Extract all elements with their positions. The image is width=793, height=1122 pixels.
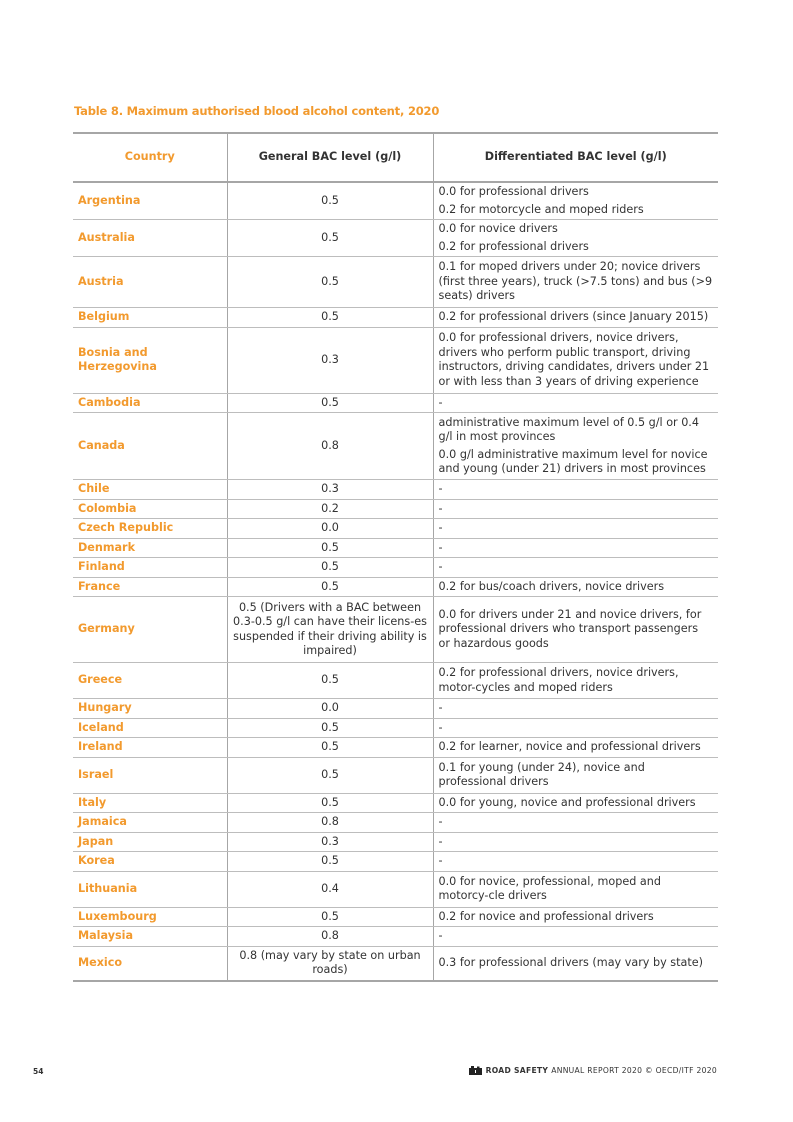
differentiated-bac-cell — [433, 757, 718, 793]
country-cell: Colombia — [73, 499, 227, 519]
differentiated-bac-line: 0.0 for professional drivers, novice drivers, drivers who perform public transport, driving instructors, driving candidates, drivers under 21 or with less than 3 years of driving experience — [438, 331, 710, 388]
differentiated-bac-cell — [433, 519, 718, 539]
table-row — [73, 663, 718, 699]
differentiated-bac-cell — [433, 558, 718, 578]
differentiated-bac-cell — [433, 257, 718, 308]
differentiated-bac-cell — [433, 597, 718, 663]
table-row — [73, 871, 718, 907]
differentiated-bac-cell — [433, 393, 718, 413]
table-row — [73, 519, 718, 539]
country-cell: Germany — [73, 597, 227, 663]
differentiated-bac-line: administrative maximum level of 0.5 g/l or 0.4 g/l in most provinces — [438, 415, 699, 443]
differentiated-bac-line: 0.2 for bus/coach drivers, novice drivers — [438, 579, 665, 593]
table-row — [73, 257, 718, 308]
table-row — [73, 480, 718, 500]
differentiated-bac-line: - — [438, 701, 443, 714]
differentiated-bac-line: 0.0 for novice drivers — [438, 222, 558, 235]
country-cell: Mexico — [73, 946, 227, 981]
table-row — [73, 907, 718, 927]
table-body — [73, 182, 718, 981]
country-cell: Italy — [73, 793, 227, 813]
table-row — [73, 538, 718, 558]
differentiated-bac-line: - — [438, 482, 443, 495]
differentiated-bac-line: - — [438, 521, 443, 534]
differentiated-bac-cell — [433, 413, 718, 480]
differentiated-bac-line: 0.0 for drivers under 21 and novice drivers, for professional drivers who transport passengers or hazardous goods — [438, 607, 702, 650]
table-row — [73, 597, 718, 663]
general-bac-cell: 0.8 — [227, 927, 433, 947]
page-number: 54 — [33, 1067, 44, 1076]
general-bac-cell: 0.5 — [227, 793, 433, 813]
country-cell: Luxembourg — [73, 907, 227, 927]
table-row — [73, 927, 718, 947]
differentiated-bac-line: - — [438, 540, 443, 554]
general-bac-cell: 0.5 — [227, 257, 433, 308]
differentiated-bac-line: 0.3 for professional drivers (may vary by state) — [438, 956, 703, 969]
differentiated-bac-cell — [433, 182, 718, 220]
country-cell: Australia — [73, 220, 227, 257]
differentiated-bac-cell — [433, 663, 718, 699]
table-row — [73, 718, 718, 738]
country-cell: Austria — [73, 257, 227, 308]
footer-title-bold: ROAD SAFETY — [485, 1066, 549, 1075]
country-cell: Cambodia — [73, 393, 227, 413]
table-row — [73, 738, 718, 758]
differentiated-bac-cell — [433, 220, 718, 257]
country-cell: France — [73, 577, 227, 597]
country-cell: Argentina — [73, 182, 227, 220]
differentiated-bac-cell — [433, 699, 718, 719]
header-general-bac: General BAC level (g/l) — [227, 133, 433, 182]
country-cell: Japan — [73, 832, 227, 852]
differentiated-bac-line: 0.2 for motorcycle and moped riders — [438, 202, 644, 216]
country-cell: Iceland — [73, 718, 227, 738]
differentiated-bac-line: 0.2 for professional drivers — [438, 239, 589, 253]
differentiated-bac-cell — [433, 480, 718, 500]
differentiated-bac-line: - — [438, 501, 443, 515]
general-bac-cell: 0.5 — [227, 558, 433, 578]
table-row — [73, 182, 718, 220]
general-bac-cell: 0.4 — [227, 871, 433, 907]
general-bac-cell: 0.3 — [227, 327, 433, 393]
differentiated-bac-line: - — [438, 834, 443, 848]
general-bac-cell: 0.5 (Drivers with a BAC between 0.3-0.5 g/l can have their licens-es suspended if their driving ability is impaired) — [227, 597, 433, 663]
general-bac-cell: 0.5 — [227, 538, 433, 558]
general-bac-cell: 0.5 — [227, 907, 433, 927]
differentiated-bac-line: 0.2 for professional drivers, novice drivers, motor-cycles and moped riders — [438, 666, 679, 694]
general-bac-cell: 0.3 — [227, 832, 433, 852]
country-cell: Greece — [73, 663, 227, 699]
country-cell: Chile — [73, 480, 227, 500]
bac-table — [73, 132, 718, 982]
differentiated-bac-line: - — [438, 395, 443, 409]
general-bac-cell: 0.5 — [227, 663, 433, 699]
differentiated-bac-line: 0.0 for young, novice and professional drivers — [438, 795, 696, 809]
general-bac-cell: 0.5 — [227, 577, 433, 597]
differentiated-bac-line: 0.0 for professional drivers — [438, 185, 589, 198]
footer-title-rest: ANNUAL REPORT 2020 © OECD/ITF 2020 — [551, 1066, 717, 1075]
differentiated-bac-line: - — [438, 854, 443, 867]
table-row — [73, 220, 718, 257]
country-cell: Ireland — [73, 738, 227, 758]
general-bac-cell: 0.5 — [227, 852, 433, 872]
differentiated-bac-cell — [433, 499, 718, 519]
general-bac-cell: 0.5 — [227, 220, 433, 257]
differentiated-bac-line: - — [438, 720, 443, 734]
differentiated-bac-cell — [433, 832, 718, 852]
differentiated-bac-cell — [433, 871, 718, 907]
differentiated-bac-line: 0.2 for novice and professional drivers — [438, 909, 654, 923]
general-bac-cell: 0.2 — [227, 499, 433, 519]
differentiated-bac-line: - — [438, 560, 443, 573]
country-cell: Czech Republic — [73, 519, 227, 539]
table-row — [73, 393, 718, 413]
table-row — [73, 946, 718, 981]
differentiated-bac-cell — [433, 813, 718, 833]
general-bac-cell: 0.0 — [227, 519, 433, 539]
country-cell: Belgium — [73, 308, 227, 328]
header-country: Country — [73, 133, 227, 182]
country-cell: Israel — [73, 757, 227, 793]
differentiated-bac-cell — [433, 927, 718, 947]
differentiated-bac-line: 0.2 for learner, novice and professional drivers — [438, 740, 701, 753]
general-bac-cell: 0.5 — [227, 308, 433, 328]
differentiated-bac-cell — [433, 738, 718, 758]
differentiated-bac-line: - — [438, 815, 443, 828]
country-cell: Korea — [73, 852, 227, 872]
differentiated-bac-line: 0.0 g/l administrative maximum level for novice and young (under 21) drivers in most provinces — [438, 447, 708, 475]
country-cell: Denmark — [73, 538, 227, 558]
general-bac-cell: 0.5 — [227, 182, 433, 220]
table-row — [73, 327, 718, 393]
table-row — [73, 308, 718, 328]
country-cell: Finland — [73, 558, 227, 578]
page-footer — [469, 1066, 717, 1075]
table-header-row — [73, 133, 718, 182]
general-bac-cell: 0.5 — [227, 757, 433, 793]
table-row — [73, 852, 718, 872]
differentiated-bac-cell — [433, 308, 718, 328]
differentiated-bac-line: 0.2 for professional drivers (since January 2015) — [438, 310, 709, 323]
general-bac-cell: 0.8 — [227, 413, 433, 480]
differentiated-bac-cell — [433, 946, 718, 981]
table-row — [73, 558, 718, 578]
differentiated-bac-cell — [433, 327, 718, 393]
differentiated-bac-line: 0.0 for novice, professional, moped and motorcy-cle drivers — [438, 874, 661, 902]
differentiated-bac-line: 0.1 for young (under 24), novice and professional drivers — [438, 760, 645, 788]
country-cell: Lithuania — [73, 871, 227, 907]
header-differentiated-bac: Differentiated BAC level (g/l) — [433, 133, 718, 182]
country-cell: Jamaica — [73, 813, 227, 833]
differentiated-bac-cell — [433, 852, 718, 872]
country-cell: Malaysia — [73, 927, 227, 947]
bac-table-container — [73, 132, 718, 982]
table-row — [73, 699, 718, 719]
general-bac-cell: 0.3 — [227, 480, 433, 500]
table-row — [73, 793, 718, 813]
differentiated-bac-cell — [433, 793, 718, 813]
differentiated-bac-line: - — [438, 929, 443, 942]
general-bac-cell: 0.8 (may vary by state on urban roads) — [227, 946, 433, 981]
table-row — [73, 577, 718, 597]
differentiated-bac-line: 0.1 for moped drivers under 20; novice drivers (first three years), truck (>7.5 tons) and bus (>9 seats) drivers — [438, 260, 713, 303]
differentiated-bac-cell — [433, 907, 718, 927]
country-cell: Hungary — [73, 699, 227, 719]
general-bac-cell: 0.5 — [227, 393, 433, 413]
differentiated-bac-cell — [433, 718, 718, 738]
general-bac-cell: 0.8 — [227, 813, 433, 833]
general-bac-cell: 0.0 — [227, 699, 433, 719]
table-row — [73, 499, 718, 519]
road-safety-logo-icon — [469, 1066, 482, 1075]
differentiated-bac-cell — [433, 577, 718, 597]
table-row — [73, 413, 718, 480]
general-bac-cell: 0.5 — [227, 738, 433, 758]
general-bac-cell: 0.5 — [227, 718, 433, 738]
country-cell: Canada — [73, 413, 227, 480]
country-cell: Bosnia and Herzegovina — [73, 327, 227, 393]
table-row — [73, 832, 718, 852]
differentiated-bac-cell — [433, 538, 718, 558]
table-caption: Table 8. Maximum authorised blood alcohol content, 2020 — [74, 104, 440, 118]
table-row — [73, 813, 718, 833]
table-row — [73, 757, 718, 793]
